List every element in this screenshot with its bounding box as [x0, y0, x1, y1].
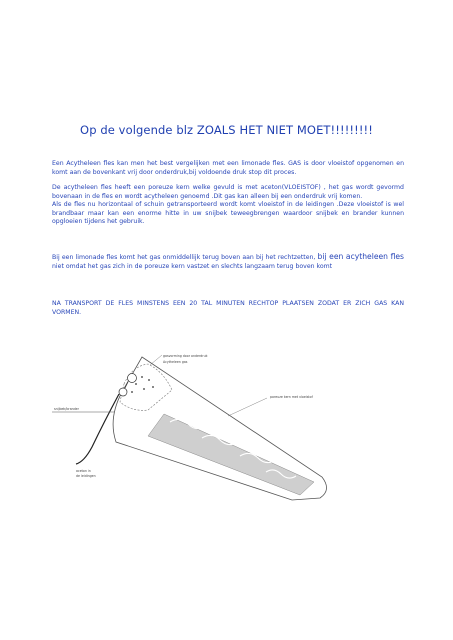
paragraph-instruction: NA TRANSPORT DE FLES MINSTENS EEN 20 TAL MINUTEN RECHTOP PLAATSEN ZODAT ER ZICH GAS KAN VORMEN. [52, 300, 404, 316]
label-gas: Acytheleen gas [163, 360, 188, 364]
label-core: poreuze kern met vloeistof [270, 395, 313, 399]
top-label-pointer [150, 355, 162, 365]
comparison-text-b: bij een acytheleen fles [317, 252, 404, 261]
paragraph-porous-core: De acytheleen fles heeft een poreuze kern welke gevuld is met aceton(VLOEISTOF) , het gas wordt gevormd bovenaan in de fles en wordt acytheleen genoemd .Dit gas kan alleen bij een onderdruk vrij komen. Als de fles nu horizontaal of schuin getransporteerd wordt komt vloeistof in de leidingen .Deze vloeistof is wel brandbaar maar kan een enorme hitte in uw snijbek teweegbrengen waardoor snijbek en brander kunnen opgloeien tijdens het gebruik. [52, 184, 404, 226]
label-lines: de leidingen [76, 474, 96, 478]
page-heading: Op de volgende blz ZOALS HET NIET MOET!!!!!!!!! [80, 123, 373, 137]
tilted-cylinder-figure [52, 352, 352, 502]
cylinder-body [113, 357, 326, 500]
core-label-pointer [228, 398, 267, 416]
label-hose: snijbek/brander [54, 407, 79, 411]
paragraph-comparison [52, 253, 404, 271]
paragraph-intro: Een Acytheleen fles kan men het best vergelijken met een limonade fles. GAS is door vloeistof opgenomen en komt aan de bovenkant vrij door onderdruk,bij voldoende druk stop dit proces. [52, 160, 404, 176]
label-gas-formation: gasvorming door onderdruk [163, 354, 208, 358]
comparison-text-c: niet omdat het gas zich in de poreuze kern vastzet en slechts langzaam terug boven komt [52, 262, 333, 270]
comparison-text-a: Bij een limonade fles komt het gas onmiddellijk terug boven aan bij het rechtzetten, [52, 254, 316, 261]
hose-line [76, 394, 119, 464]
label-aceton: aceton in [76, 469, 91, 473]
